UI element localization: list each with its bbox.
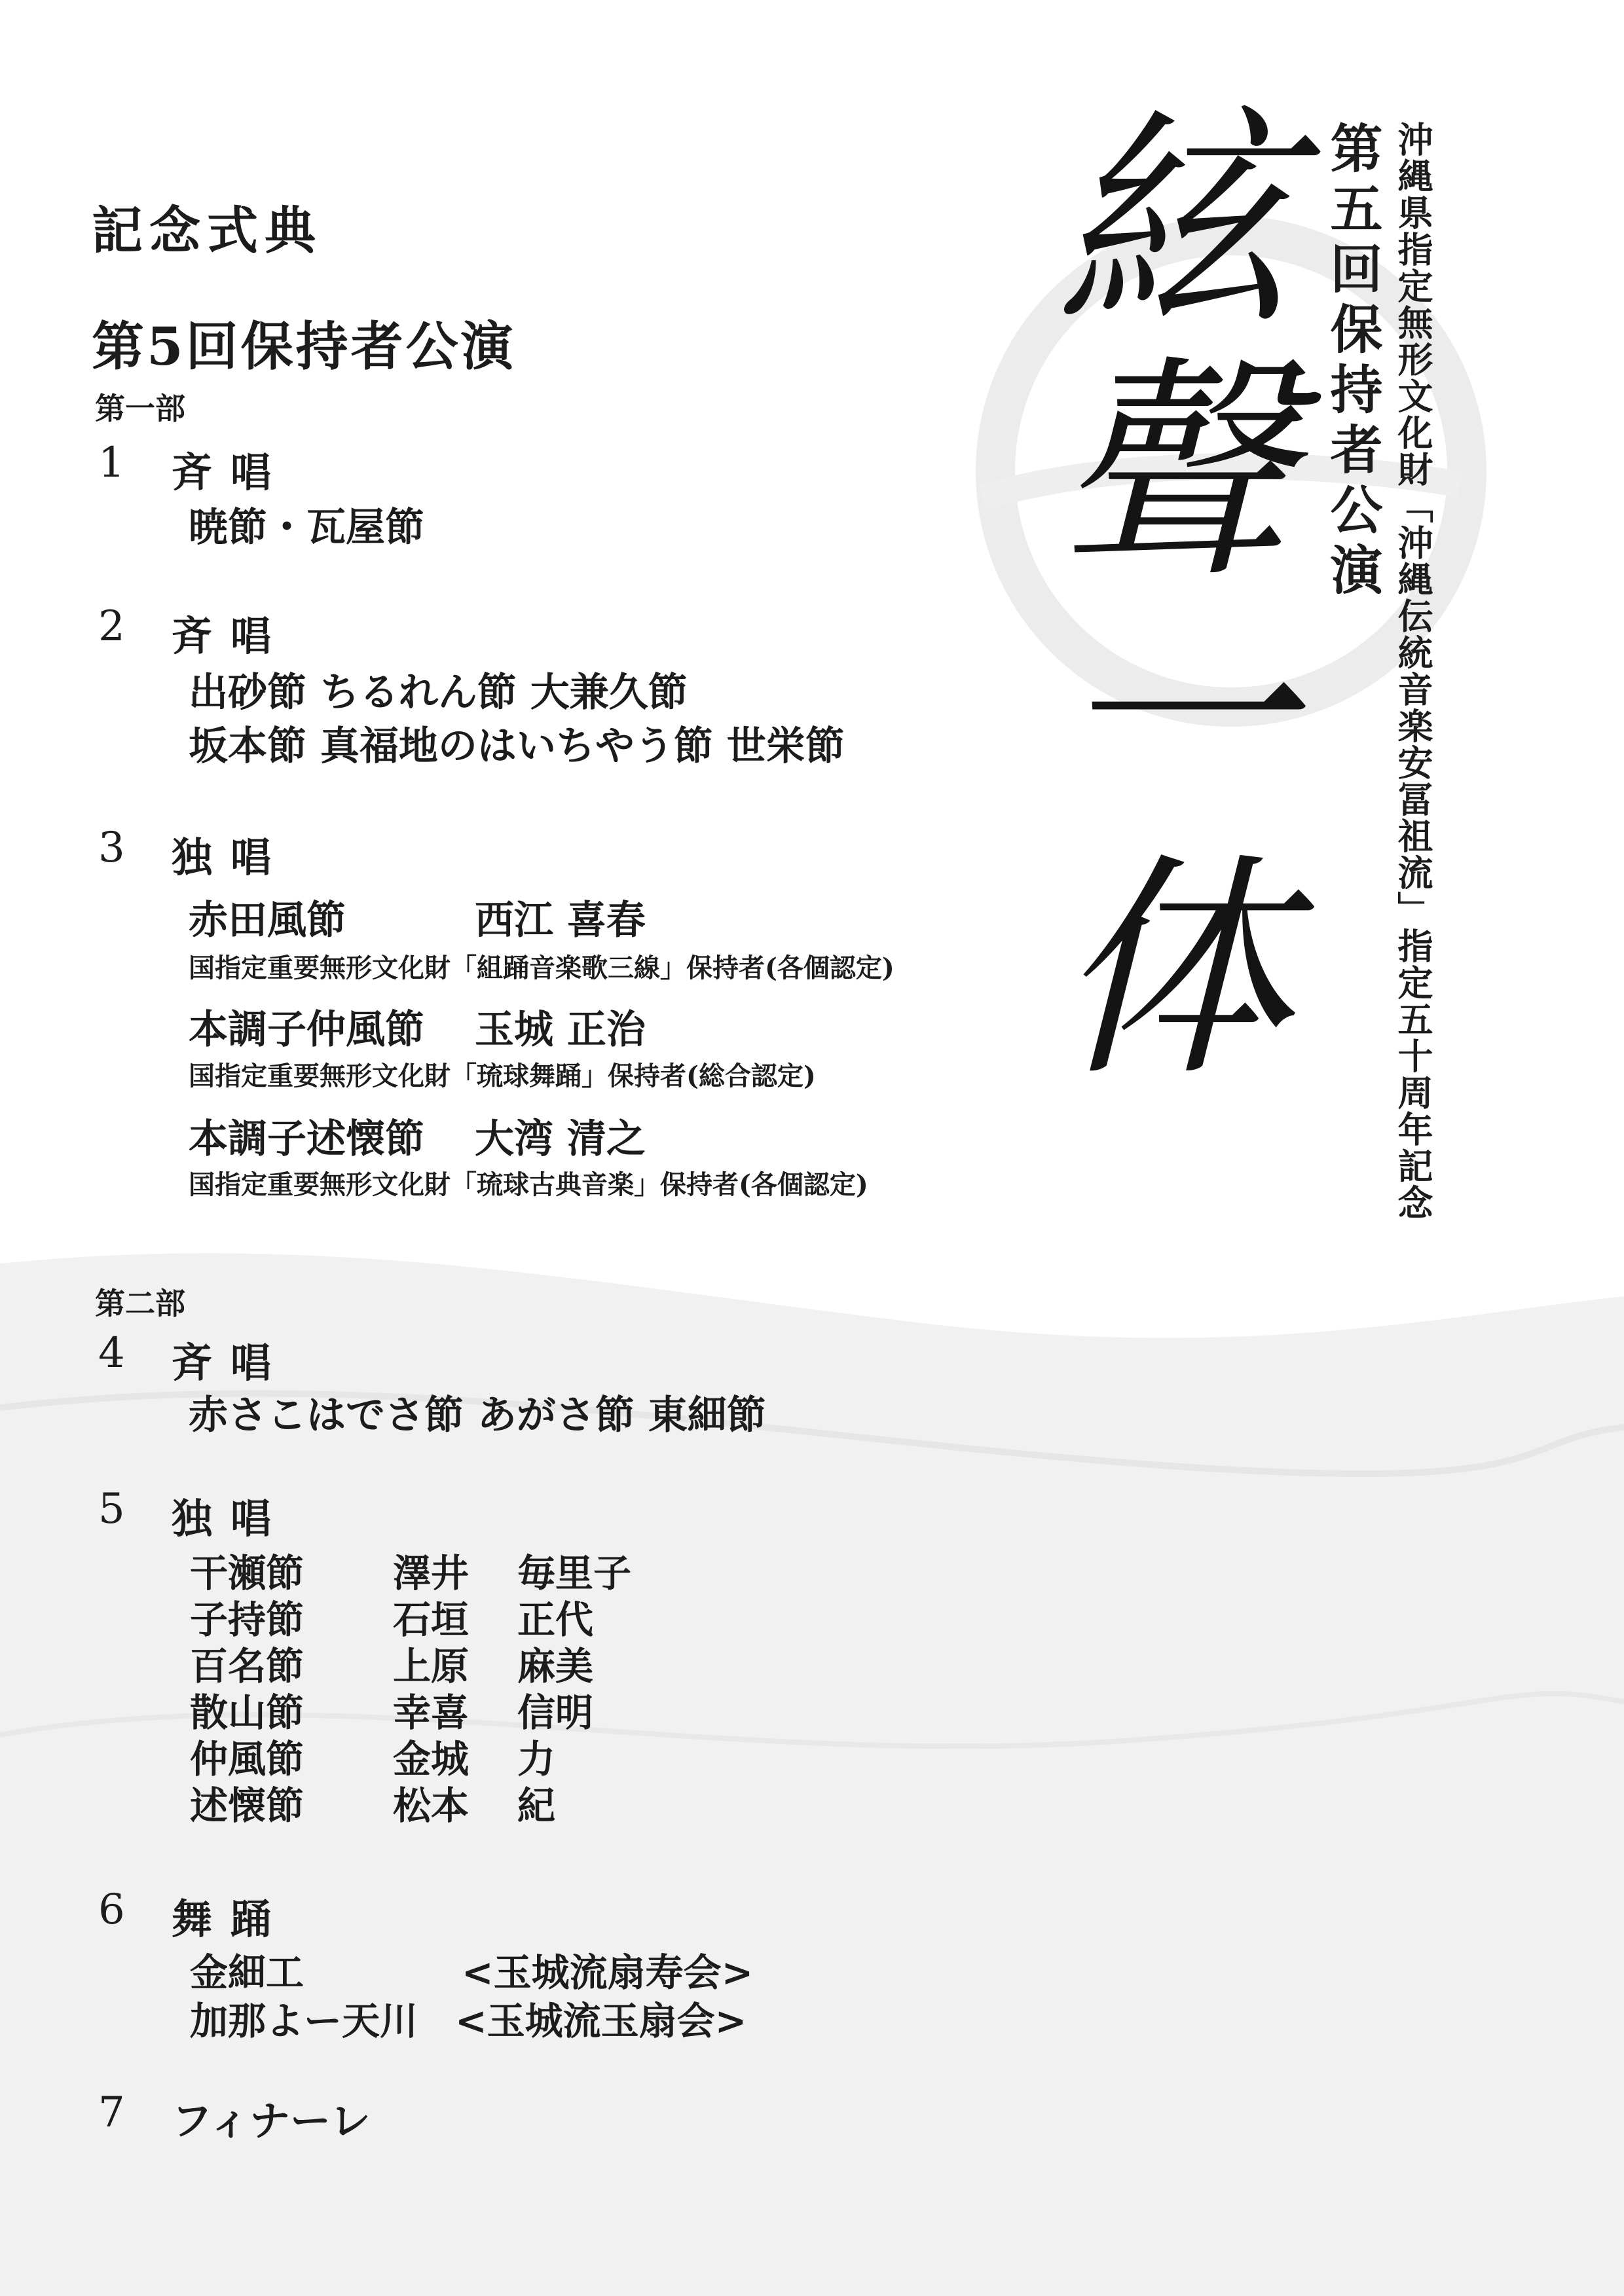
item2-songs-line1: 出砂節 ちるれん節 大兼久節	[189, 670, 688, 716]
vertical-title: 第五回保持者公演	[1321, 121, 1383, 603]
performer-given-name: 信明	[517, 1690, 594, 1735]
solo-song: 本調子述懐節	[189, 1116, 424, 1162]
item2-type: 斉唱	[172, 612, 290, 660]
dance-group: <玉城流扇寿会>	[462, 1950, 754, 1995]
item4-type: 斉唱	[172, 1339, 290, 1387]
performer-given-name: 紀	[517, 1783, 556, 1828]
dance-title: 金細工	[190, 1950, 304, 1995]
item3-number: 3	[98, 824, 125, 872]
solo-song: 赤田風節	[189, 898, 346, 943]
item1-songs: 暁節・瓦屋節	[189, 505, 424, 551]
performer-given-name: 麻美	[517, 1644, 594, 1688]
item5-type: 独唱	[172, 1495, 290, 1542]
performer-surname: 上原	[393, 1644, 470, 1688]
solo-song: 本調子仲風節	[189, 1007, 424, 1053]
solo-certification: 国指定重要無形文化財「組踊音楽歌三線」保持者(各個認定)	[189, 953, 895, 983]
performer-surname: 金城	[393, 1737, 470, 1781]
solo-performer: 玉城 正治	[475, 1007, 646, 1053]
solo-song: 仲風節	[190, 1737, 304, 1781]
ceremony-heading: 記念式典	[92, 201, 323, 261]
performer-surname: 松本	[393, 1783, 470, 1828]
performer-surname: 澤井	[393, 1551, 470, 1595]
item1-number: 1	[98, 439, 125, 487]
vertical-subtitle: 沖縄県指定無形文化財「沖縄伝統音楽安冨祖流」指定五十周年記念	[1392, 121, 1434, 1221]
performance-heading: 第5回保持者公演	[92, 316, 516, 377]
dance-title: 加那よー天川	[190, 1999, 418, 2043]
item6-number: 6	[98, 1886, 125, 1934]
item2-songs-line2: 坂本節 真福地のはいちやう節 世栄節	[189, 723, 845, 769]
item4-songs: 赤さこはでさ節 あがさ節 東細節	[189, 1393, 766, 1438]
solo-certification: 国指定重要無形文化財「琉球舞踊」保持者(総合認定)	[189, 1061, 816, 1091]
solo-certification: 国指定重要無形文化財「琉球古典音楽」保持者(各個認定)	[189, 1169, 868, 1200]
item3-type: 独唱	[172, 833, 290, 881]
item2-number: 2	[98, 602, 125, 651]
performer-given-name: 力	[517, 1737, 556, 1781]
solo-song: 干瀬節	[190, 1551, 304, 1595]
solo-song: 子持節	[190, 1597, 304, 1642]
part2-label: 第二部	[95, 1286, 185, 1321]
item7-number: 7	[98, 2088, 125, 2137]
performer-given-name: 毎里子	[517, 1551, 632, 1595]
performer-surname: 石垣	[393, 1597, 470, 1642]
performer-surname: 幸喜	[393, 1690, 470, 1735]
solo-song: 散山節	[190, 1690, 304, 1735]
solo-song: 述懐節	[190, 1783, 304, 1828]
solo-performer: 西江 喜春	[475, 898, 646, 943]
performer-given-name: 正代	[517, 1597, 594, 1642]
item4-number: 4	[98, 1329, 125, 1377]
item5-number: 5	[98, 1485, 125, 1533]
item1-type: 斉唱	[172, 448, 290, 496]
item6-type: 舞踊	[172, 1895, 290, 1943]
dance-group: <玉城流玉扇会>	[455, 1999, 747, 2043]
brush-calligraphy-title: 絃聲一体	[1016, 98, 1290, 1093]
part1-label: 第一部	[95, 391, 185, 426]
solo-performer: 大湾 清之	[475, 1116, 646, 1162]
item7-title: フィナーレ	[172, 2097, 371, 2145]
solo-song: 百名節	[190, 1644, 304, 1688]
